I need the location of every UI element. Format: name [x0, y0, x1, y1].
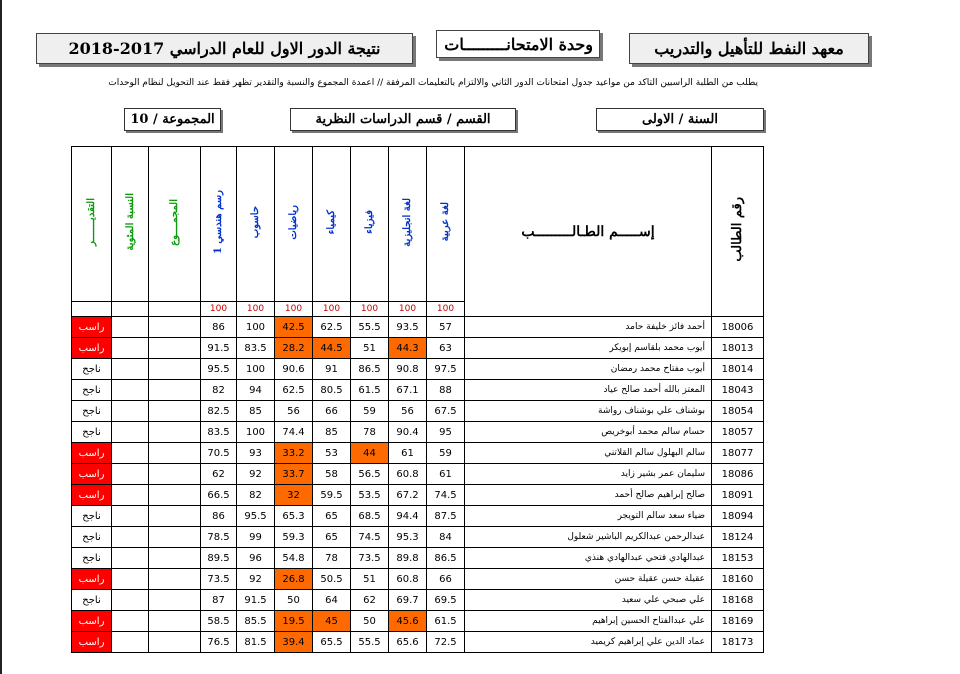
cell-english: 69.7 [389, 590, 427, 611]
cell-computer: 100 [237, 422, 275, 443]
cell-math: 39.4 [275, 632, 313, 653]
cell-name: حسام سالم محمد أبوخريص [465, 422, 712, 443]
cell-computer: 95.5 [237, 506, 275, 527]
cell-english: 90.8 [389, 359, 427, 380]
cell-grade: ناجح [72, 401, 112, 422]
cell-drawing: 66.5 [201, 485, 237, 506]
cell-name: صالح إبراهيم صالح أحمد [465, 485, 712, 506]
cell-drawing: 82 [201, 380, 237, 401]
cell-total [149, 401, 201, 422]
cell-id: 18169 [712, 611, 764, 632]
cell-arabic: 84 [427, 527, 465, 548]
table-row [72, 590, 764, 611]
cell-computer: 85 [237, 401, 275, 422]
cell-drawing: 62 [201, 464, 237, 485]
col-math: رياضيات [275, 147, 313, 302]
group-box [124, 108, 221, 131]
max-drawing: 100 [201, 302, 237, 317]
cell-percentage [112, 380, 149, 401]
cell-id: 18054 [712, 401, 764, 422]
cell-math: 74.4 [275, 422, 313, 443]
cell-chemistry: 58 [313, 464, 351, 485]
cell-math: 32 [275, 485, 313, 506]
cell-english: 45.6 [389, 611, 427, 632]
cell-computer: 94 [237, 380, 275, 401]
cell-english: 67.2 [389, 485, 427, 506]
cell-drawing: 73.5 [201, 569, 237, 590]
cell-grade: ناجح [72, 380, 112, 401]
cell-grade: راسب [72, 464, 112, 485]
cell-arabic: 74.5 [427, 485, 465, 506]
cell-id: 18086 [712, 464, 764, 485]
cell-arabic: 61 [427, 464, 465, 485]
table-row [72, 632, 764, 653]
cell-drawing: 76.5 [201, 632, 237, 653]
cell-drawing: 83.5 [201, 422, 237, 443]
cell-percentage [112, 611, 149, 632]
cell-arabic: 59 [427, 443, 465, 464]
cell-arabic: 87.5 [427, 506, 465, 527]
cell-arabic: 69.5 [427, 590, 465, 611]
cell-id: 18160 [712, 569, 764, 590]
cell-arabic: 95 [427, 422, 465, 443]
cell-id: 18173 [712, 632, 764, 653]
max-chemistry: 100 [313, 302, 351, 317]
cell-name: سالم البهلول سالم القلاتني [465, 443, 712, 464]
cell-grade: راسب [72, 632, 112, 653]
cell-chemistry: 50.5 [313, 569, 351, 590]
col-drawing: رسم هندسي 1 [201, 147, 237, 302]
cell-computer: 82 [237, 485, 275, 506]
cell-percentage [112, 422, 149, 443]
cell-total [149, 422, 201, 443]
cell-computer: 91.5 [237, 590, 275, 611]
cell-computer: 92 [237, 569, 275, 590]
col-percentage: النسبة المئوية [112, 147, 149, 302]
cell-total [149, 317, 201, 338]
cell-id: 18094 [712, 506, 764, 527]
cell-computer: 96 [237, 548, 275, 569]
exam-unit-title: وحدة الامتحانـــــــــات [444, 34, 593, 54]
table-row [72, 527, 764, 548]
cell-percentage [112, 569, 149, 590]
cell-name: عبدالهادي فتحي عبدالهادي هنذي [465, 548, 712, 569]
cell-name: علي صبحي علي سعيد [465, 590, 712, 611]
cell-id: 18014 [712, 359, 764, 380]
max-percentage-empty [112, 302, 149, 317]
cell-computer: 92 [237, 464, 275, 485]
header-row [72, 147, 764, 302]
cell-total [149, 527, 201, 548]
cell-computer: 99 [237, 527, 275, 548]
cell-drawing: 95.5 [201, 359, 237, 380]
cell-grade: راسب [72, 443, 112, 464]
cell-chemistry: 44.5 [313, 338, 351, 359]
cell-physics: 78 [351, 422, 389, 443]
cell-name: أحمد فائز خليفة حامد [465, 317, 712, 338]
cell-computer: 83.5 [237, 338, 275, 359]
cell-id: 18124 [712, 527, 764, 548]
cell-name: عقيلة حسن عقيلة حسن [465, 569, 712, 590]
cell-name: ضياء سعد سالم التويجر [465, 506, 712, 527]
cell-total [149, 359, 201, 380]
cell-math: 28.2 [275, 338, 313, 359]
col-arabic: لغة عربية [427, 147, 465, 302]
cell-physics: 59 [351, 401, 389, 422]
cell-english: 44.3 [389, 338, 427, 359]
cell-id: 18043 [712, 380, 764, 401]
cell-total [149, 485, 201, 506]
cell-total [149, 569, 201, 590]
cell-name: عماد الدين علي إبراهيم كريميد [465, 632, 712, 653]
cell-english: 61 [389, 443, 427, 464]
cell-physics: 68.5 [351, 506, 389, 527]
table-row [72, 317, 764, 338]
cell-total [149, 464, 201, 485]
max-english: 100 [389, 302, 427, 317]
cell-grade: ناجح [72, 590, 112, 611]
cell-chemistry: 53 [313, 443, 351, 464]
cell-math: 33.2 [275, 443, 313, 464]
cell-total [149, 632, 201, 653]
cell-drawing: 58.5 [201, 611, 237, 632]
cell-total [149, 380, 201, 401]
cell-arabic: 63 [427, 338, 465, 359]
cell-arabic: 97.5 [427, 359, 465, 380]
cell-physics: 55.5 [351, 317, 389, 338]
department-label: القسم / قسم الدراسات النظرية [315, 112, 491, 127]
cell-english: 65.6 [389, 632, 427, 653]
cell-drawing: 78.5 [201, 527, 237, 548]
cell-percentage [112, 359, 149, 380]
cell-total [149, 590, 201, 611]
cell-chemistry: 65.5 [313, 632, 351, 653]
cell-math: 26.8 [275, 569, 313, 590]
cell-chemistry: 85 [313, 422, 351, 443]
cell-percentage [112, 590, 149, 611]
cell-english: 89.8 [389, 548, 427, 569]
cell-grade: راسب [72, 317, 112, 338]
cell-chemistry: 78 [313, 548, 351, 569]
cell-chemistry: 91 [313, 359, 351, 380]
cell-english: 56 [389, 401, 427, 422]
cell-english: 60.8 [389, 569, 427, 590]
cell-total [149, 506, 201, 527]
year-box [596, 108, 764, 131]
table-row [72, 485, 764, 506]
table-row [72, 443, 764, 464]
cell-computer: 100 [237, 317, 275, 338]
group-label: المجموعة / 10 [130, 112, 215, 127]
cell-arabic: 57 [427, 317, 465, 338]
cell-percentage [112, 401, 149, 422]
cell-total [149, 611, 201, 632]
table-row [72, 380, 764, 401]
cell-grade: راسب [72, 485, 112, 506]
cell-english: 60.8 [389, 464, 427, 485]
result-title: نتيجة الدور الاول للعام الدراسي 2017-2018 [68, 39, 381, 58]
cell-grade: ناجح [72, 527, 112, 548]
col-physics: فيزياء [351, 147, 389, 302]
table-row [72, 611, 764, 632]
results-table [71, 146, 764, 653]
cell-percentage [112, 485, 149, 506]
cell-math: 33.7 [275, 464, 313, 485]
table-row [72, 548, 764, 569]
col-student-id: رقم الطالب [712, 147, 764, 317]
cell-physics: 44 [351, 443, 389, 464]
cell-id: 18057 [712, 422, 764, 443]
cell-grade: راسب [72, 611, 112, 632]
cell-drawing: 82.5 [201, 401, 237, 422]
table-row [72, 464, 764, 485]
cell-physics: 56.5 [351, 464, 389, 485]
cell-id: 18077 [712, 443, 764, 464]
cell-name: سليمان عمر بشير زايد [465, 464, 712, 485]
cell-percentage [112, 548, 149, 569]
cell-total [149, 338, 201, 359]
cell-percentage [112, 443, 149, 464]
cell-arabic: 61.5 [427, 611, 465, 632]
cell-id: 18013 [712, 338, 764, 359]
cell-percentage [112, 464, 149, 485]
cell-english: 93.5 [389, 317, 427, 338]
col-grade: التقديـــــــر [72, 147, 112, 302]
cell-computer: 81.5 [237, 632, 275, 653]
year-label: السنة / الاولى [642, 112, 718, 127]
cell-name: علي عبدالفتاح الحسين إبراهيم [465, 611, 712, 632]
max-total-empty [149, 302, 201, 317]
cell-english: 67.1 [389, 380, 427, 401]
cell-physics: 51 [351, 569, 389, 590]
cell-id: 18006 [712, 317, 764, 338]
cell-physics: 86.5 [351, 359, 389, 380]
cell-name: عبدالرحمن عبدالكريم الباشير شعلول [465, 527, 712, 548]
page-edge-line [0, 0, 2, 674]
cell-arabic: 72.5 [427, 632, 465, 653]
cell-english: 94.4 [389, 506, 427, 527]
cell-percentage [112, 338, 149, 359]
cell-math: 19.5 [275, 611, 313, 632]
cell-computer: 93 [237, 443, 275, 464]
cell-math: 56 [275, 401, 313, 422]
department-box [290, 108, 516, 131]
cell-arabic: 86.5 [427, 548, 465, 569]
cell-grade: راسب [72, 569, 112, 590]
cell-computer: 85.5 [237, 611, 275, 632]
max-computer: 100 [237, 302, 275, 317]
cell-math: 54.8 [275, 548, 313, 569]
table-row [72, 359, 764, 380]
cell-grade: راسب [72, 338, 112, 359]
cell-physics: 53.5 [351, 485, 389, 506]
cell-physics: 50 [351, 611, 389, 632]
exam-unit-box [436, 30, 600, 58]
cell-id: 18153 [712, 548, 764, 569]
cell-chemistry: 66 [313, 401, 351, 422]
cell-english: 90.4 [389, 422, 427, 443]
cell-drawing: 87 [201, 590, 237, 611]
cell-drawing: 89.5 [201, 548, 237, 569]
cell-grade: ناجح [72, 359, 112, 380]
table-row [72, 506, 764, 527]
table-row [72, 338, 764, 359]
cell-math: 62.5 [275, 380, 313, 401]
cell-math: 90.6 [275, 359, 313, 380]
cell-percentage [112, 632, 149, 653]
cell-name: أيوب مفتاح محمد رمضان [465, 359, 712, 380]
col-chemistry: كيمياء [313, 147, 351, 302]
cell-drawing: 70.5 [201, 443, 237, 464]
cell-computer: 100 [237, 359, 275, 380]
max-grade-empty [72, 302, 112, 317]
cell-physics: 73.5 [351, 548, 389, 569]
cell-arabic: 67.5 [427, 401, 465, 422]
cell-total [149, 548, 201, 569]
institute-title-box [629, 33, 869, 64]
cell-chemistry: 62.5 [313, 317, 351, 338]
cell-id: 18091 [712, 485, 764, 506]
cell-id: 18168 [712, 590, 764, 611]
cell-percentage [112, 317, 149, 338]
cell-drawing: 86 [201, 317, 237, 338]
cell-physics: 62 [351, 590, 389, 611]
table-row [72, 422, 764, 443]
cell-chemistry: 80.5 [313, 380, 351, 401]
results-body [72, 317, 764, 653]
max-physics: 100 [351, 302, 389, 317]
cell-physics: 61.5 [351, 380, 389, 401]
max-math: 100 [275, 302, 313, 317]
cell-grade: ناجح [72, 548, 112, 569]
cell-grade: ناجح [72, 422, 112, 443]
cell-name: أيوب محمد بلقاسم إبويكر [465, 338, 712, 359]
cell-drawing: 91.5 [201, 338, 237, 359]
cell-name: بوشناف علي بوشناف رواشة [465, 401, 712, 422]
cell-math: 65.3 [275, 506, 313, 527]
max-arabic: 100 [427, 302, 465, 317]
table-row [72, 569, 764, 590]
cell-arabic: 66 [427, 569, 465, 590]
cell-percentage [112, 527, 149, 548]
col-total: المجمــــوع [149, 147, 201, 302]
col-computer: حاسوب [237, 147, 275, 302]
cell-math: 59.3 [275, 527, 313, 548]
cell-math: 42.5 [275, 317, 313, 338]
cell-english: 95.3 [389, 527, 427, 548]
notice-text: يطلب من الطلبة الراسبين التأكد من مواعيد جدول امتحانات الدور الثاني والالتزام بالتعليمات المرفقة // اعمدة المجموع والنسبة والتقدير تظهر فقط عند التحويل لنظام الوحدات [108, 78, 758, 88]
cell-drawing: 86 [201, 506, 237, 527]
cell-arabic: 88 [427, 380, 465, 401]
table-row [72, 401, 764, 422]
cell-percentage [112, 506, 149, 527]
institute-title: معهد النفط للتأهيل والتدريب [654, 39, 844, 58]
cell-physics: 74.5 [351, 527, 389, 548]
cell-math: 50 [275, 590, 313, 611]
cell-chemistry: 59.5 [313, 485, 351, 506]
cell-chemistry: 65 [313, 527, 351, 548]
col-student-name: إســـــم الطـالـــــــــب [465, 147, 712, 317]
cell-chemistry: 64 [313, 590, 351, 611]
cell-chemistry: 65 [313, 506, 351, 527]
cell-grade: ناجح [72, 506, 112, 527]
cell-chemistry: 45 [313, 611, 351, 632]
cell-name: المعتز بالله أحمد صالح عياد [465, 380, 712, 401]
result-title-box [36, 33, 413, 64]
col-english: لغة انجليزية [389, 147, 427, 302]
cell-physics: 55.5 [351, 632, 389, 653]
cell-total [149, 443, 201, 464]
cell-physics: 51 [351, 338, 389, 359]
